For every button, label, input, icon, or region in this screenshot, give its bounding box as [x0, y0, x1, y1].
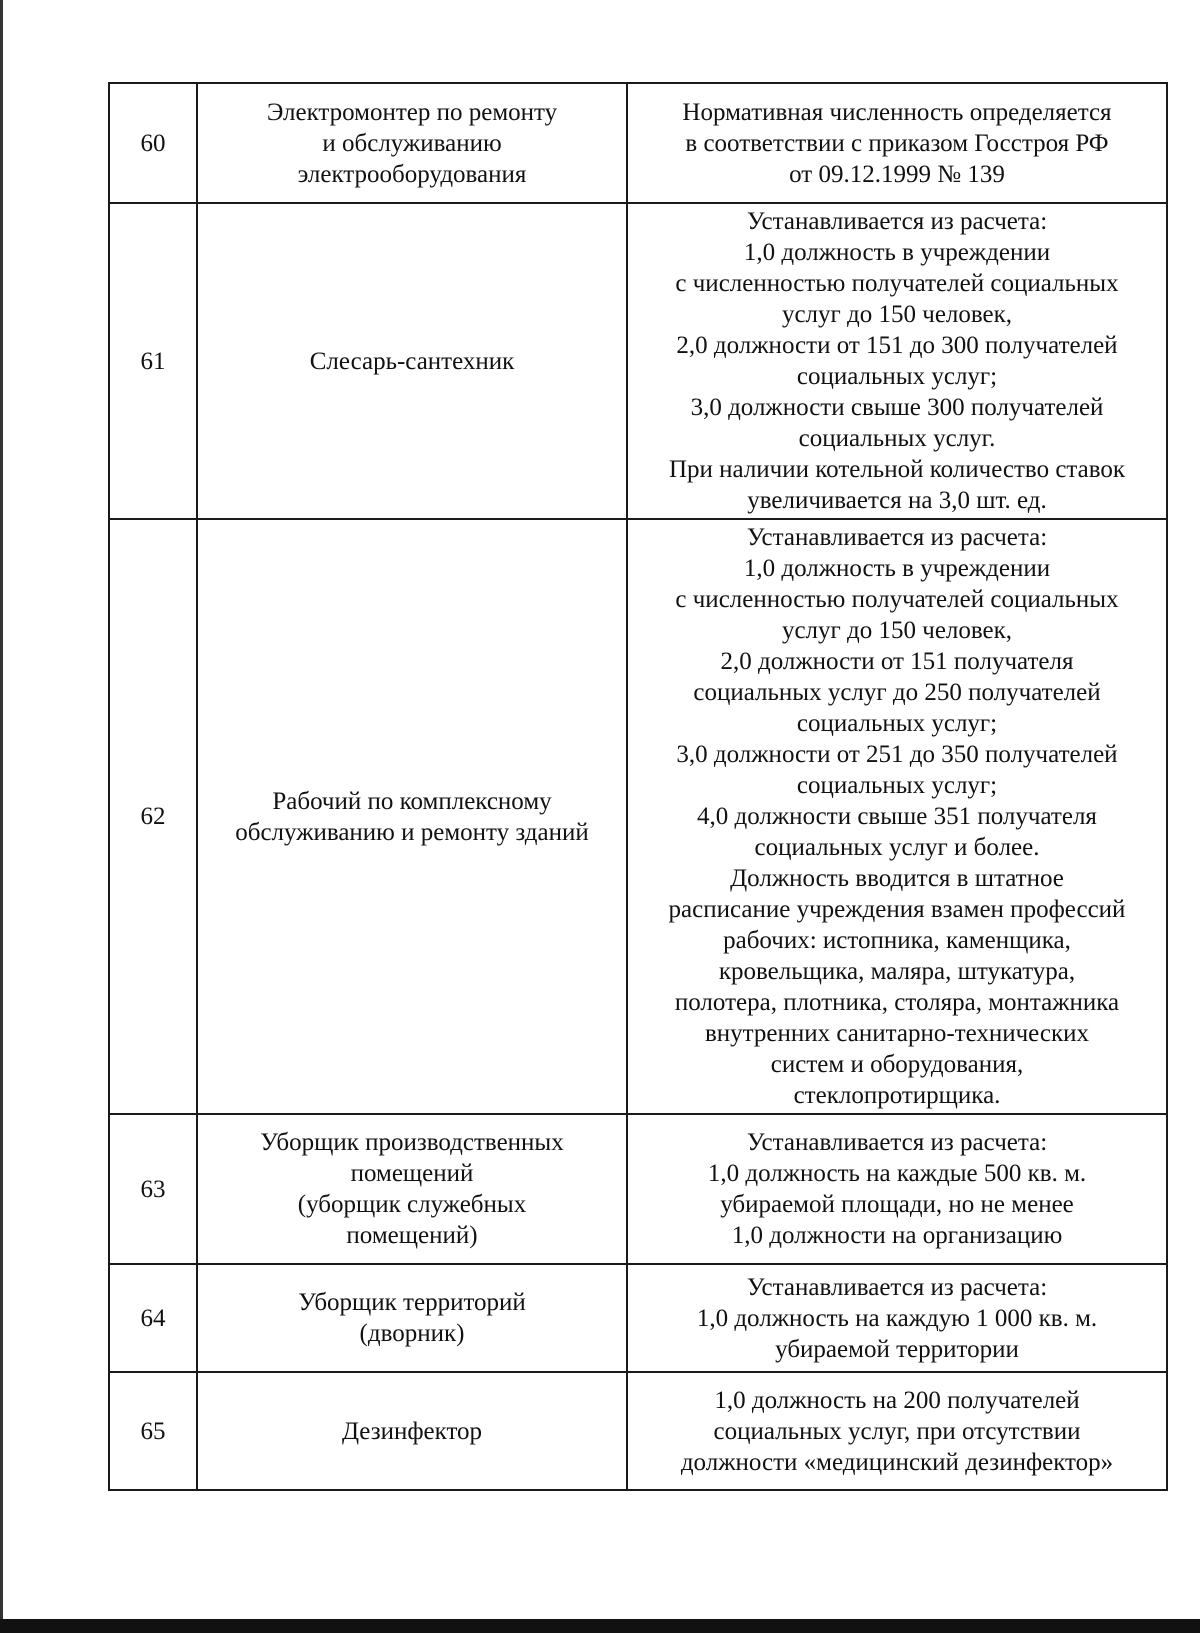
- table-row: [109, 83, 1167, 203]
- row-number: 61: [109, 203, 197, 519]
- row-number: 64: [109, 1264, 197, 1372]
- row-number: 62: [109, 519, 197, 1114]
- position-title: Дезинфектор: [197, 1372, 627, 1490]
- row-number: 60: [109, 83, 197, 203]
- staffing-norms-table: [108, 82, 1168, 1491]
- scan-left-edge: [0, 0, 3, 1633]
- staffing-norm: Устанавливается из расчета: 1,0 должность в учреждении с численностью получателей социальных услуг до 150 человек, 2,0 должности от 151 до 300 получателей социальных услуг; 3,0 должности свыше 300 получателей социальных услуг. При наличии котельной количество ставок увеличивается на 3,0 шт. ед.: [627, 203, 1167, 519]
- scan-bottom-edge: [0, 1619, 1200, 1633]
- staffing-norm: Устанавливается из расчета: 1,0 должность на каждую 1 000 кв. м. убираемой территории: [627, 1264, 1167, 1372]
- position-title: Электромонтер по ремонту и обслуживанию электрооборудования: [197, 83, 627, 203]
- table-row: [109, 1264, 1167, 1372]
- table-row: [109, 203, 1167, 519]
- position-title: Слесарь-сантехник: [197, 203, 627, 519]
- staffing-norm: Устанавливается из расчета: 1,0 должность на каждые 500 кв. м. убираемой площади, но не менее 1,0 должности на организацию: [627, 1114, 1167, 1264]
- staffing-norm: Нормативная численность определяется в соответствии с приказом Госстроя РФ от 09.12.1999 № 139: [627, 83, 1167, 203]
- row-number: 63: [109, 1114, 197, 1264]
- table-row: [109, 1114, 1167, 1264]
- staffing-norm: Устанавливается из расчета: 1,0 должность в учреждении с численностью получателей социальных услуг до 150 человек, 2,0 должности от 151 получателя социальных услуг до 250 получателей социальных услуг; 3,0 должности от 251 до 350 получателей социальных услуг; 4,0 должности свыше 351 получателя социальных услуг и более. Должность вводится в штатное расписание учреждения взамен профессий рабочих: истопника, каменщика, кровельщика, маляра, штукатура, полотера, плотника, столяра, монтажника внутренних санитарно-технических систем и оборудования, стеклопротирщика.: [627, 519, 1167, 1114]
- staffing-norm: 1,0 должность на 200 получателей социальных услуг, при отсутствии должности «медицинский дезинфектор»: [627, 1372, 1167, 1490]
- position-title: Уборщик производственных помещений (уборщик служебных помещений): [197, 1114, 627, 1264]
- table-row: [109, 519, 1167, 1114]
- table-row: [109, 1372, 1167, 1490]
- position-title: Уборщик территорий (дворник): [197, 1264, 627, 1372]
- position-title: Рабочий по комплексному обслуживанию и ремонту зданий: [197, 519, 627, 1114]
- row-number: 65: [109, 1372, 197, 1490]
